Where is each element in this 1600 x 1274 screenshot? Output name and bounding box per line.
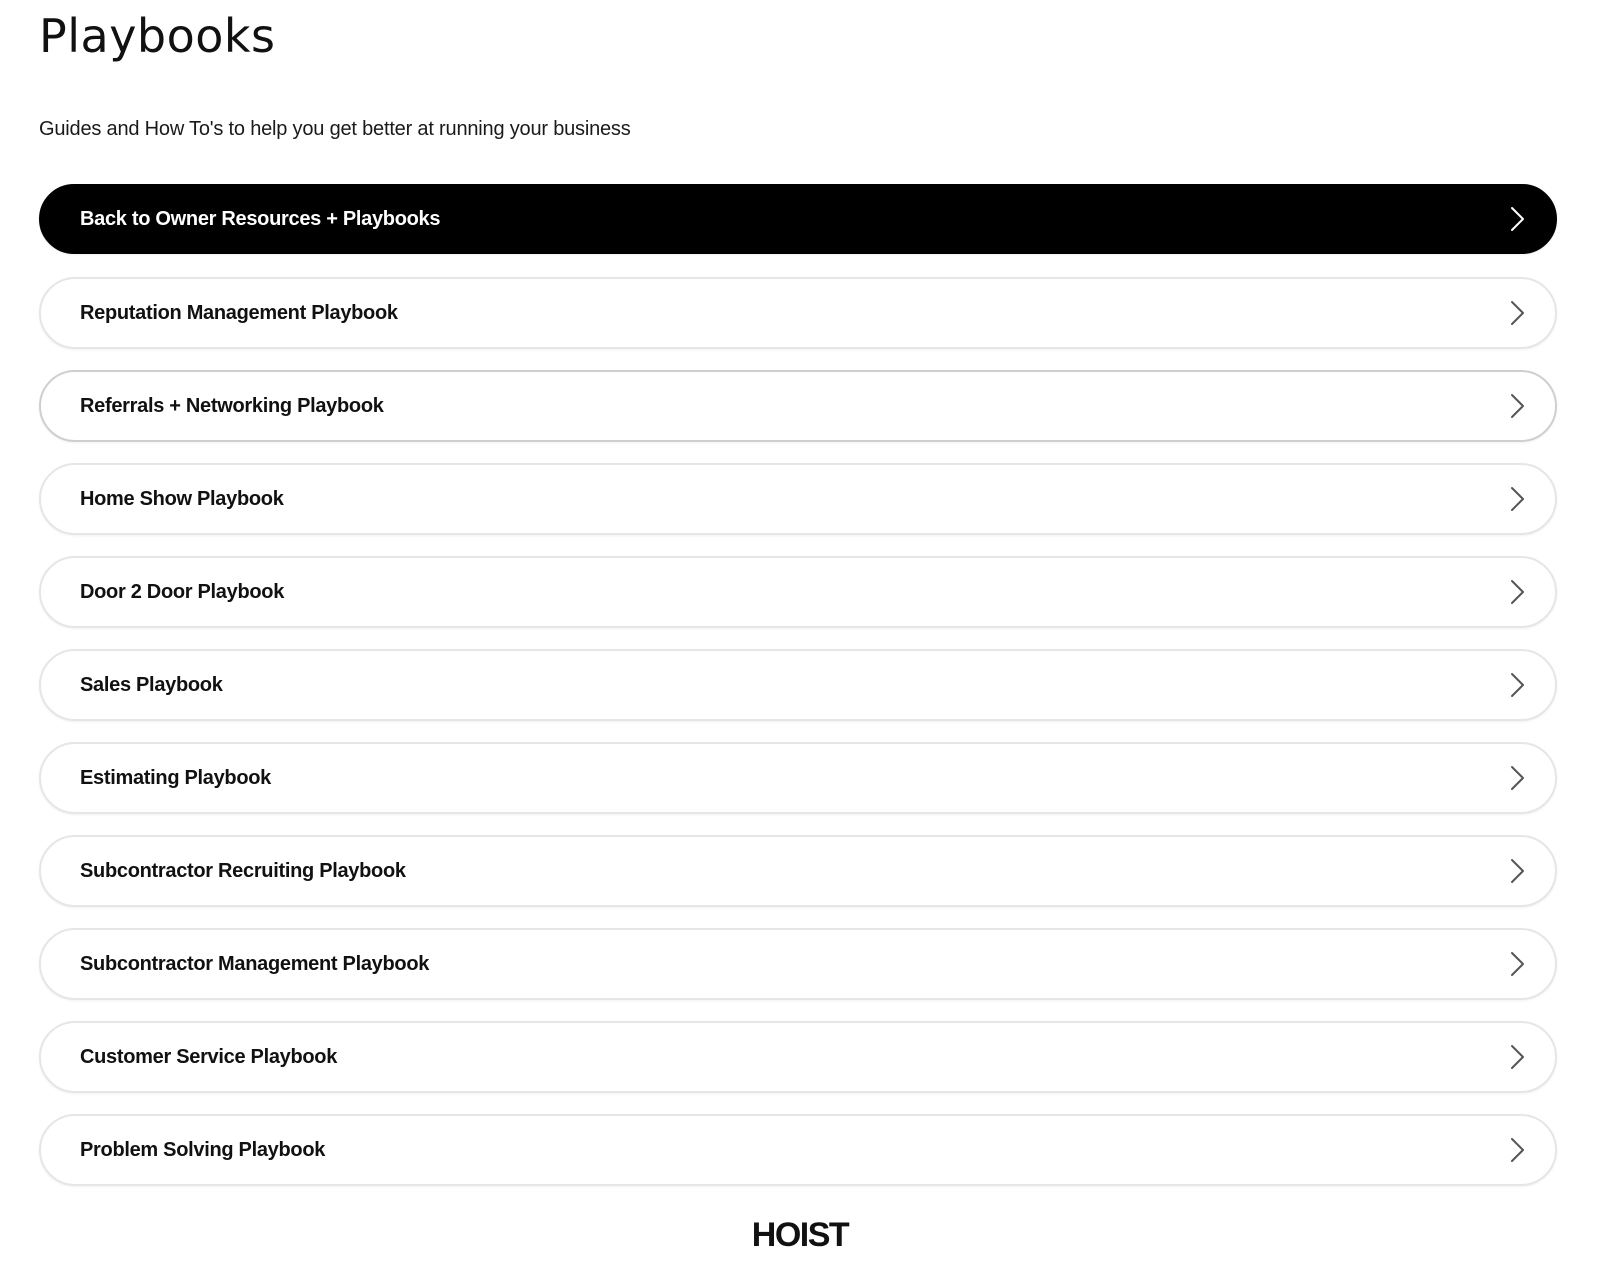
chevron-right-icon [1505,298,1529,328]
link-label: Estimating Playbook [80,766,272,789]
back-to-owner-resources-button[interactable] [39,184,1557,254]
page-subtitle: Guides and How To's to help you get better at running your business [39,118,631,140]
link-door-2-door-playbook[interactable] [39,556,1557,628]
link-label: Customer Service Playbook [80,1045,338,1068]
chevron-right-icon [1505,670,1529,700]
link-home-show-playbook[interactable] [39,463,1557,535]
link-subcontractor-recruiting-playbook[interactable] [39,835,1557,907]
page-title: Playbooks [39,9,276,63]
link-label: Sales Playbook [80,673,223,696]
chevron-right-icon [1505,856,1529,886]
chevron-right-icon [1505,1135,1529,1165]
link-sales-playbook[interactable] [39,649,1557,721]
link-estimating-playbook[interactable] [39,742,1557,814]
hoist-logo[interactable]: HOIST [751,1216,849,1254]
link-customer-service-playbook[interactable] [39,1021,1557,1093]
chevron-right-icon [1505,949,1529,979]
link-reputation-management-playbook[interactable] [39,277,1557,349]
chevron-right-icon [1505,484,1529,514]
link-label: Reputation Management Playbook [80,301,398,324]
link-problem-solving-playbook[interactable] [39,1114,1557,1186]
chevron-right-icon [1505,204,1529,234]
link-label: Problem Solving Playbook [80,1138,326,1161]
chevron-right-icon [1505,1042,1529,1072]
link-referrals-networking-playbook[interactable] [39,370,1557,442]
playbooks-page [39,0,1557,1161]
link-subcontractor-management-playbook[interactable] [39,928,1557,1000]
link-label: Home Show Playbook [80,487,284,510]
chevron-right-icon [1505,763,1529,793]
chevron-right-icon [1505,391,1529,421]
link-label: Back to Owner Resources + Playbooks [80,207,441,230]
playbook-link-list [39,184,1557,1207]
link-label: Door 2 Door Playbook [80,580,285,603]
link-label: Referrals + Networking Playbook [80,394,384,417]
link-label: Subcontractor Management Playbook [80,952,430,975]
chevron-right-icon [1505,577,1529,607]
link-label: Subcontractor Recruiting Playbook [80,859,406,882]
